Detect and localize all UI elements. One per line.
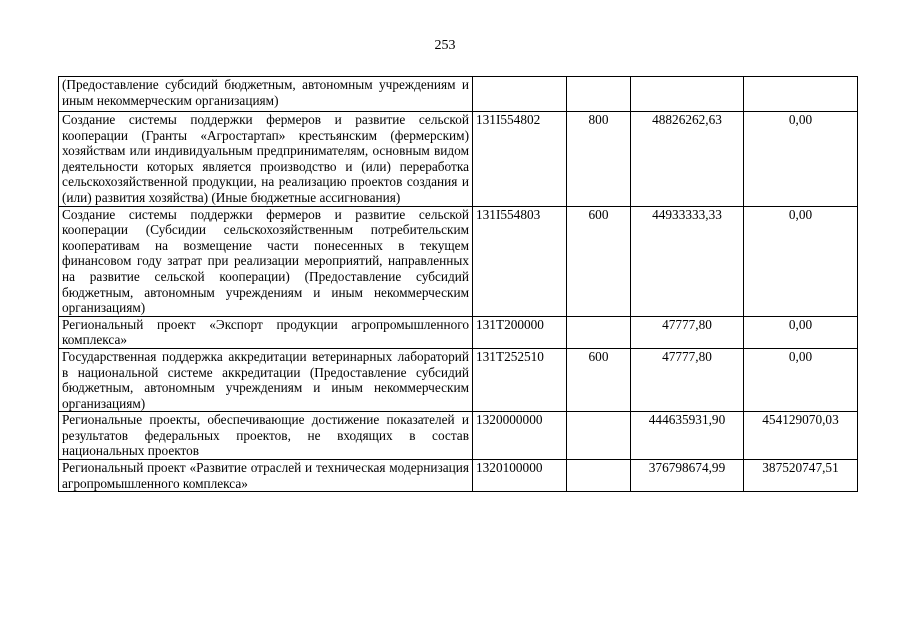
row-amount-1-cell: 47777,80 [631,348,744,411]
row-amount-2-cell [744,77,858,112]
row-expense-type-cell [567,316,631,348]
row-code-cell: 1320000000 [473,412,567,460]
row-amount-2-cell: 0,00 [744,206,858,316]
row-expense-type-cell [567,460,631,492]
row-amount-1-cell: 44933333,33 [631,206,744,316]
row-amount-1-cell: 376798674,99 [631,460,744,492]
row-amount-2-cell: 0,00 [744,316,858,348]
row-name-cell: Государственная поддержка аккредитации ветеринарных лабораторий в национальной системе аккредитации (Предоставление субсидий бюджетным, автономным учреждениям и иным некоммерческим организациям) [59,348,473,411]
row-expense-type-cell: 600 [567,206,631,316]
row-expense-type-cell [567,412,631,460]
row-name-cell: Региональный проект «Развитие отраслей и техническая модернизация агропромышленного комплекса» [59,460,473,492]
row-code-cell: 131I554802 [473,112,567,207]
table-row [59,206,858,316]
table-row [59,77,858,112]
row-amount-2-cell: 0,00 [744,348,858,411]
row-code-cell: 131T252510 [473,348,567,411]
row-amount-2-cell: 387520747,51 [744,460,858,492]
row-amount-2-cell: 454129070,03 [744,412,858,460]
row-code-cell: 1320100000 [473,460,567,492]
row-name-cell: Создание системы поддержки фермеров и развитие сельской кооперации (Гранты «Агростартап» крестьянским (фермерским) хозяйствам или индивидуальным предпринимателям, основным видом деятельности которых является производство и (или) переработка сельскохозяйственной продукции, на реализацию проектов создания и (или) развития хозяйства) (Иные бюджетные ассигнования) [59,112,473,207]
row-name-cell: (Предоставление субсидий бюджетным, автономным учреждениям и иным некоммерческим организациям) [59,77,473,112]
row-name-cell: Региональный проект «Экспорт продукции агропромышленного комплекса» [59,316,473,348]
row-expense-type-cell [567,77,631,112]
row-amount-2-cell: 0,00 [744,112,858,207]
row-expense-type-cell: 600 [567,348,631,411]
row-code-cell: 131I554803 [473,206,567,316]
row-amount-1-cell: 47777,80 [631,316,744,348]
table-row [59,348,858,411]
row-amount-1-cell: 48826262,63 [631,112,744,207]
page-number: 253 [434,38,456,53]
row-expense-type-cell: 800 [567,112,631,207]
row-code-cell: 131T200000 [473,316,567,348]
table-row [59,412,858,460]
row-name-cell: Создание системы поддержки фермеров и развитие сельской кооперации (Субсидии сельскохозяйственным потребительским кооперативам на возмещение части понесенных в текущем финансовом году затрат при реализации мероприятий, направленных на развитие сельской кооперации) (Предоставление субсидий бюджетным, автономным учреждениям и иным некоммерческим организациям) [59,206,473,316]
table-row [59,460,858,492]
row-amount-1-cell: 444635931,90 [631,412,744,460]
row-amount-1-cell [631,77,744,112]
budget-table [58,76,858,492]
row-name-cell: Региональные проекты, обеспечивающие достижение показателей и результатов федеральных проектов, не входящих в состав национальных проектов [59,412,473,460]
table-row [59,316,858,348]
row-code-cell [473,77,567,112]
table-row [59,112,858,207]
